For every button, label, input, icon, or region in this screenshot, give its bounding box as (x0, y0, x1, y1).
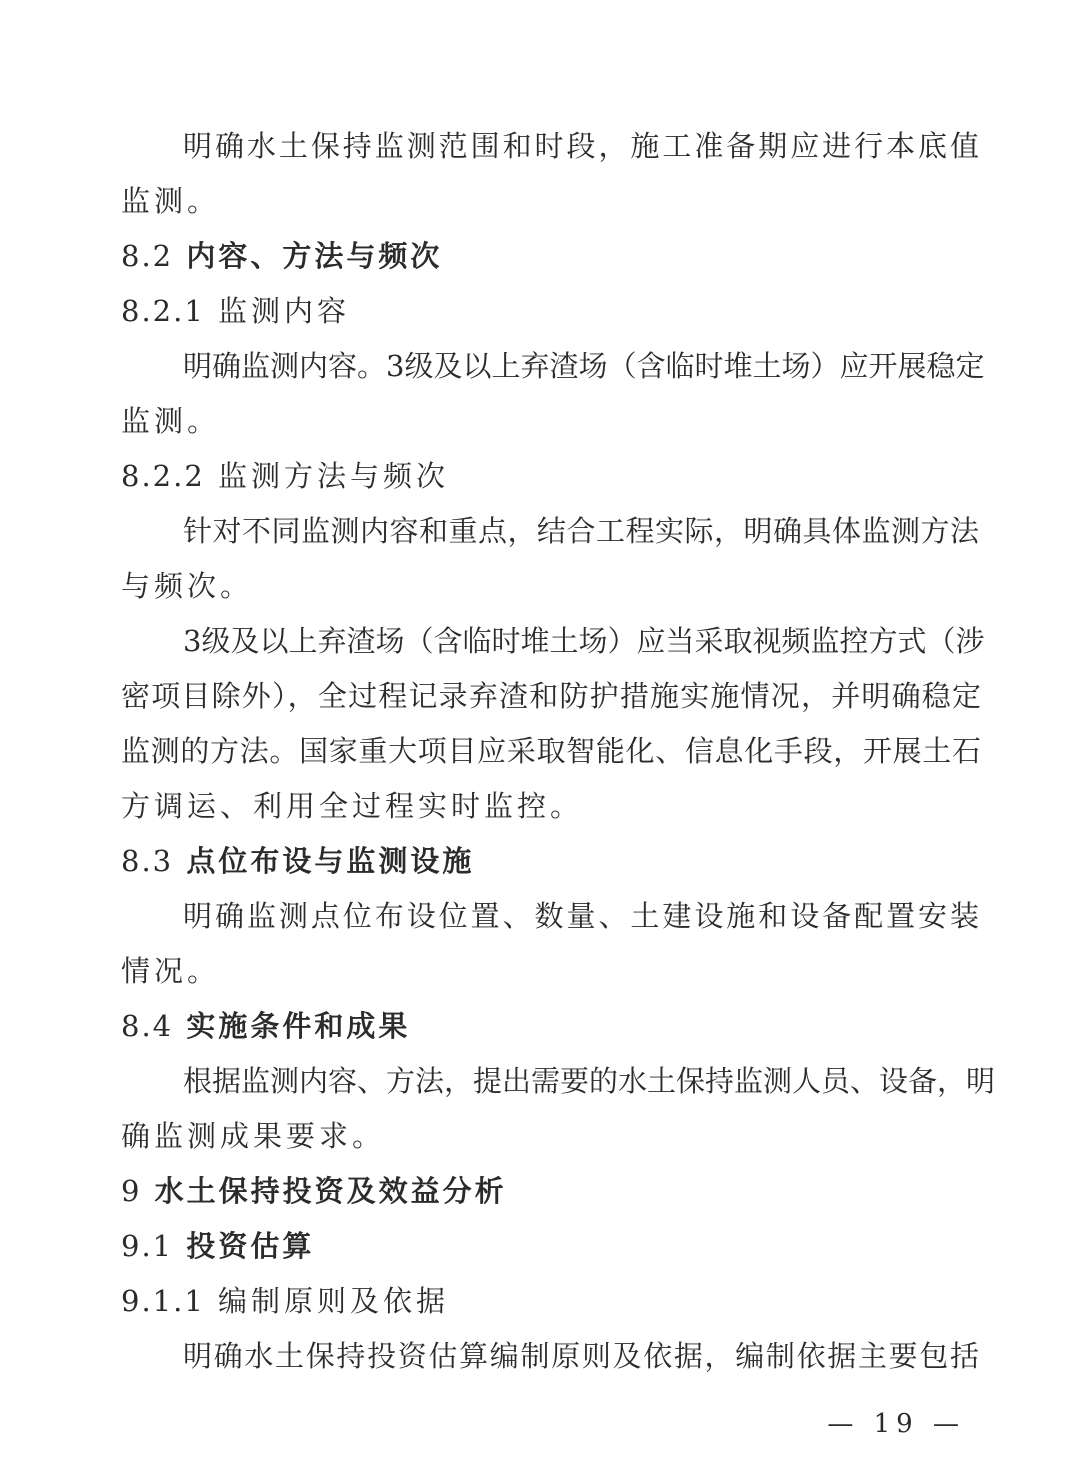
section-title: 内容、方法与频次 (186, 239, 443, 273)
paragraph-line: 3级及以上弃渣场（含临时堆土场）应当采取视频监控方式（涉 (183, 624, 985, 658)
section-heading (121, 841, 474, 881)
section-title: 实施条件和成果 (186, 1009, 411, 1043)
section-number: 9.1 (121, 1229, 174, 1263)
section-title: 监测方法与频次 (218, 459, 450, 493)
section-number: 8.2.2 (121, 459, 205, 493)
paragraph-line: 明确监测点位布设位置、数量、土建设施和设备配置安装 (183, 899, 979, 933)
paragraph-line: 确监测成果要求。 (121, 1119, 386, 1153)
chapter-heading (121, 1171, 507, 1211)
section-heading (121, 1226, 314, 1266)
section-heading (121, 236, 442, 276)
section-title: 水土保持投资及效益分析 (154, 1174, 507, 1208)
section-number: 8.3 (121, 844, 174, 878)
paragraph-line: 根据监测内容、方法，提出需要的水土保持监测人员、设备，明 (183, 1064, 996, 1098)
paragraph-line: 监测。 (121, 404, 221, 438)
paragraph-line: 明确水土保持投资估算编制原则及依据，编制依据主要包括 (183, 1339, 979, 1373)
paragraph-line: 密项目除外），全过程记录弃渣和防护措施实施情况，并明确稳定 (121, 679, 981, 713)
section-title: 监测内容 (218, 294, 351, 328)
section-title: 投资估算 (186, 1229, 315, 1263)
paragraph-line: 方调运、利用全过程实时监控。 (121, 789, 584, 823)
paragraph-line: 监测的方法。国家重大项目应采取智能化、信息化手段，开展土石 (121, 734, 981, 768)
section-number: 9.1.1 (121, 1284, 205, 1318)
section-number: 8.2 (121, 239, 174, 273)
paragraph-line: 情况。 (121, 954, 221, 988)
paragraph-line: 明确监测内容。3级及以上弃渣场（含临时堆土场）应开展稳定 (183, 349, 985, 383)
section-title: 点位布设与监测设施 (186, 844, 475, 878)
paragraph-line: 监测。 (121, 184, 221, 218)
section-title: 编制原则及依据 (218, 1284, 450, 1318)
subsection-heading (121, 291, 350, 331)
section-number: 8.2.1 (121, 294, 205, 328)
subsection-heading (121, 1281, 449, 1321)
section-number: 9 (121, 1174, 142, 1208)
subsection-heading (121, 456, 449, 496)
page-number: — 19 — (827, 1409, 965, 1439)
paragraph-line: 与频次。 (121, 569, 254, 603)
section-heading (121, 1006, 410, 1046)
paragraph-line: 明确水土保持监测范围和时段，施工准备期应进行本底值 (183, 129, 979, 163)
section-number: 8.4 (121, 1009, 174, 1043)
paragraph-line: 针对不同监测内容和重点，结合工程实际，明确具体监测方法 (183, 514, 979, 548)
